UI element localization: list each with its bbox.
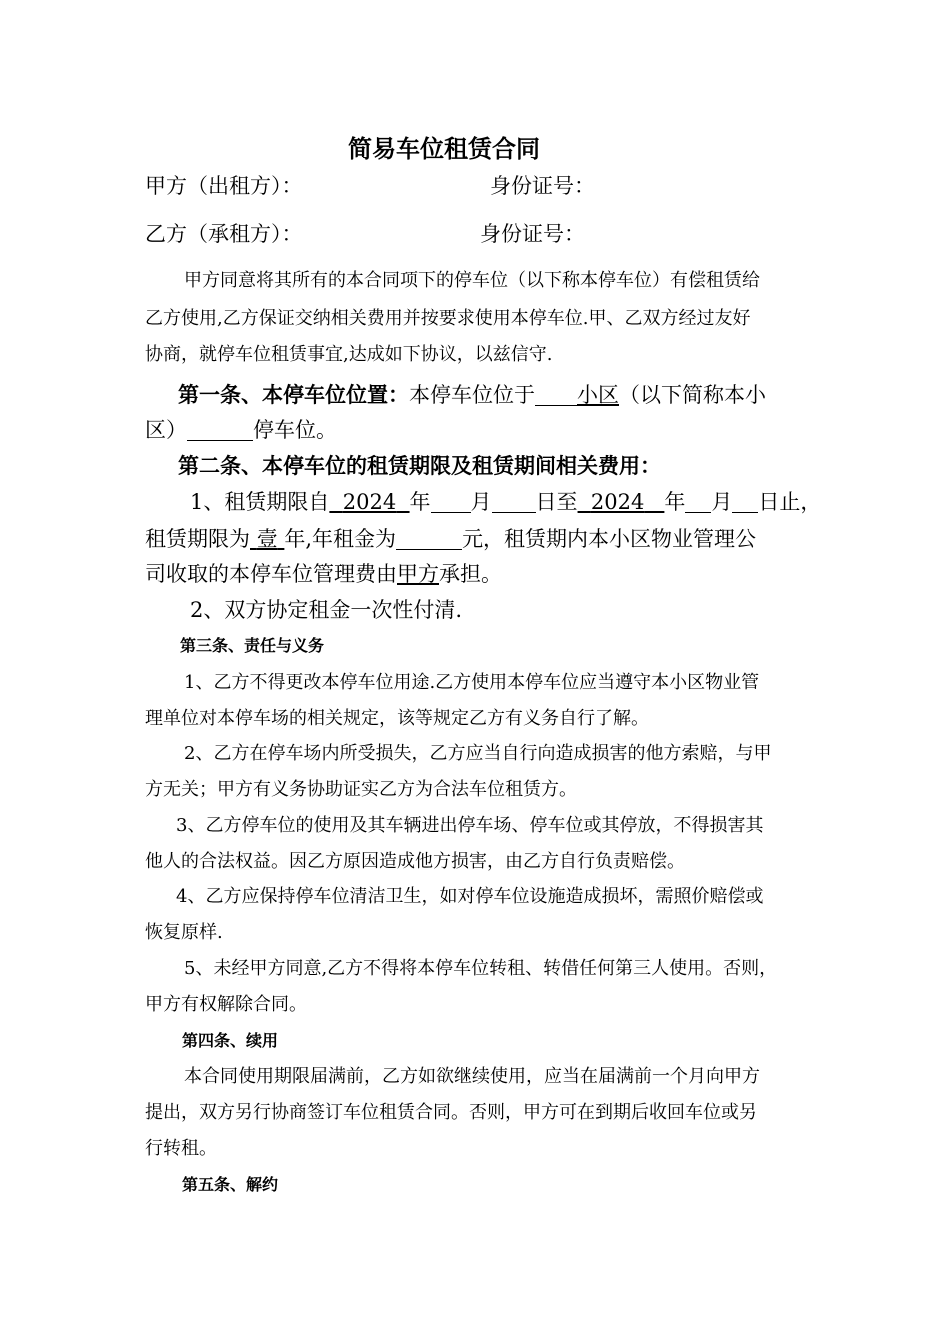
end-year-field: 2024 [590, 490, 645, 515]
preamble-line: 协商，就停车位租赁事宜,达成如下协议，以兹信守. [145, 344, 553, 365]
article-2-item-1-line2: 租赁期限为 壹 年,年租金为 元，租赁期内本小区物业管理公 [145, 527, 757, 552]
article-4-line: 本合同使用期限届满前，乙方如欲继续使用，应当在届满前一个月向甲方 [184, 1066, 760, 1087]
blank-field [535, 383, 577, 406]
article-1-line2: 区） 停车位。 [145, 418, 337, 443]
article-3-item-line: 1、乙方不得更改本停车位用途.乙方使用本停车位应当遵守本小区物业管 [184, 672, 760, 693]
blank-field [492, 490, 536, 513]
party-b-id-label: 身份证号： [480, 222, 585, 246]
blank-field [187, 418, 253, 441]
community-field: 小区 [577, 383, 619, 408]
article-4-line: 行转租。 [145, 1138, 217, 1159]
start-year-field: 2024 [342, 490, 397, 515]
article-4-heading: 第四条、续用 [182, 1031, 279, 1050]
term-field: 壹 [256, 527, 278, 552]
article-3-heading: 第三条、责任与义务 [180, 636, 325, 655]
article-3-item-line: 方无关；甲方有义务协助证实乙方为合法车位租赁方。 [145, 779, 577, 800]
party-a-id-label: 身份证号： [490, 174, 595, 198]
article-3-item-line: 理单位对本停车场的相关规定，该等规定乙方有义务自行了解。 [145, 708, 649, 729]
article-3-item-line: 甲方有权解除合同。 [145, 994, 307, 1015]
article-3-item-line: 4、乙方应保持停车位清洁卫生，如对停车位设施造成损坏，需照价赔偿或 [176, 886, 764, 907]
article-2-heading: 第二条、本停车位的租赁期限及租赁期间相关费用： [178, 453, 661, 478]
article-3-item-line: 2、乙方在停车场内所受损失，乙方应当自行向造成损害的他方索赔，与甲 [184, 743, 772, 764]
blank-field [396, 527, 462, 550]
article-3-item-line: 他人的合法权益。因乙方原因造成他方损害，由乙方自行负责赔偿。 [145, 851, 685, 872]
article-3-item-line: 5、未经甲方同意,乙方不得将本停车位转租、转借任何第三人使用。否则， [184, 958, 778, 979]
blank-field [431, 490, 471, 513]
blank-field [732, 490, 758, 513]
article-1-heading: 第一条、本停车位位置： [178, 382, 409, 408]
payer-field: 甲方 [397, 562, 439, 586]
document-title: 简易车位租赁合同 [348, 134, 540, 163]
blank-field [685, 490, 711, 513]
preamble-line: 乙方使用,乙方保证交纳相关费用并按要求使用本停车位.甲、乙双方经过友好 [145, 308, 751, 329]
party-a-label: 甲方（出租方）： [145, 174, 303, 198]
article-2-item-1-line: 1、租赁期限自 2024 年 月 日至 2024 年 月 日止， [190, 490, 822, 515]
article-2-item-2: 2、双方协定租金一次性付清. [190, 598, 463, 622]
article-3-item-line: 恢复原样. [145, 922, 223, 943]
party-b-label: 乙方（承租方）： [145, 222, 303, 246]
article-4-line: 提出，双方另行协商签订车位租赁合同。否则，甲方可在到期后收回车位或另 [145, 1102, 757, 1123]
article-1-line: 第一条、本停车位位置：本停车位位于 小区（以下简称本小 [178, 382, 766, 408]
article-3-item-line: 3、乙方停车位的使用及其车辆进出停车场、停车位或其停放，不得损害其 [176, 815, 764, 836]
article-5-heading: 第五条、解约 [182, 1175, 279, 1194]
article-2-item-1-line3: 司收取的本停车位管理费由甲方承担。 [145, 562, 502, 586]
preamble-line: 甲方同意将其所有的本合同项下的停车位（以下称本停车位）有偿租赁给 [184, 270, 760, 291]
